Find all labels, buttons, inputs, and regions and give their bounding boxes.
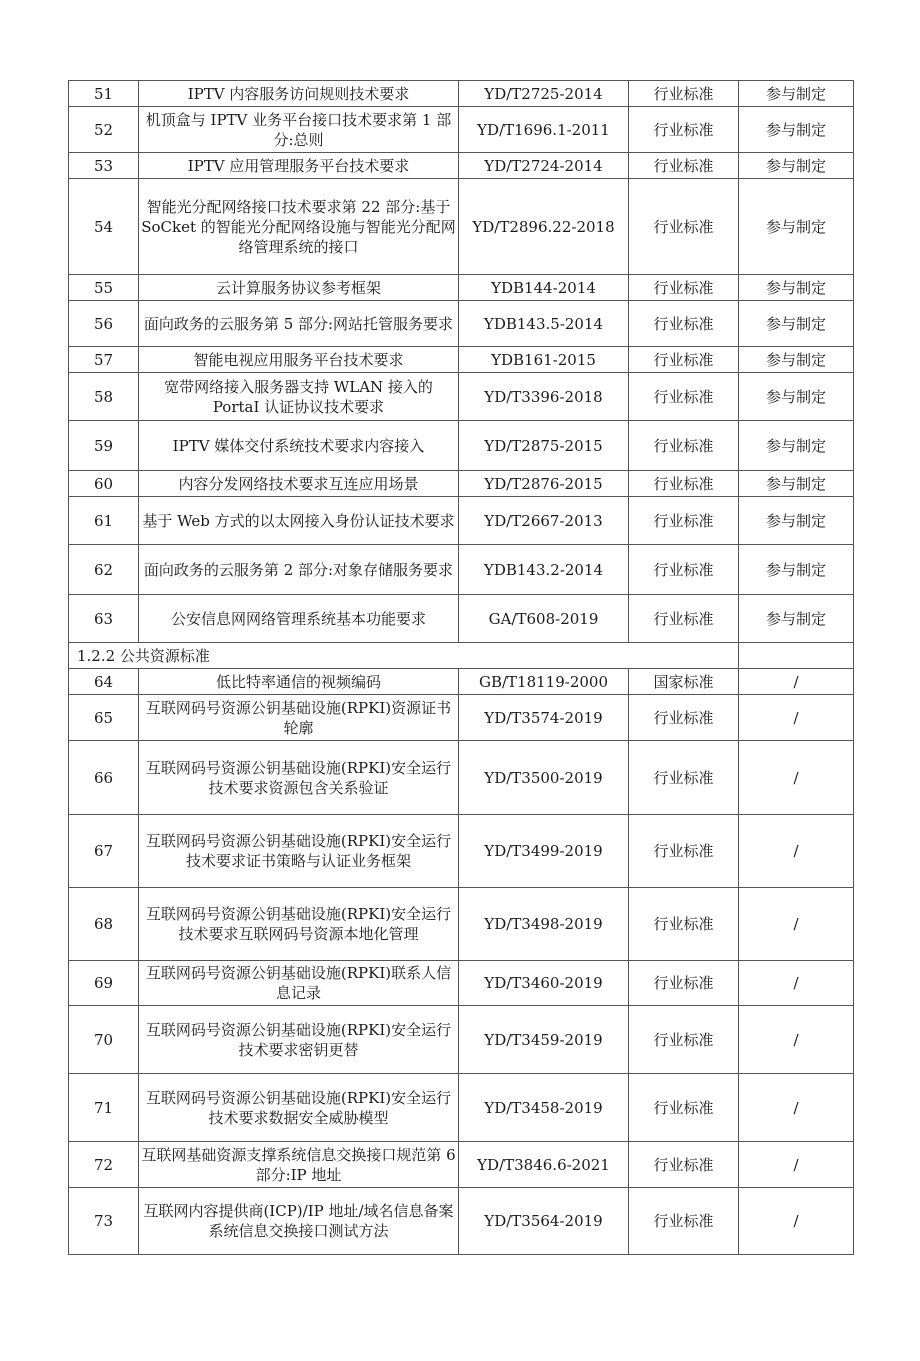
cell-code: GB/T18119-2000 bbox=[459, 669, 629, 695]
cell-code: YD/T3498-2019 bbox=[459, 888, 629, 961]
cell-role: 参与制定 bbox=[739, 107, 854, 153]
cell-role: / bbox=[739, 815, 854, 888]
cell-code: YD/T2667-2013 bbox=[459, 497, 629, 545]
cell-number: 51 bbox=[69, 81, 139, 107]
cell-category: 行业标准 bbox=[629, 741, 739, 815]
section-header-row bbox=[69, 643, 854, 669]
cell-role: 参与制定 bbox=[739, 179, 854, 275]
cell-number: 64 bbox=[69, 669, 139, 695]
cell-code: YD/T3574-2019 bbox=[459, 695, 629, 741]
cell-code: YD/T3500-2019 bbox=[459, 741, 629, 815]
cell-title: 互联网基础资源支撑系统信息交换接口规范第 6 部分:IP 地址 bbox=[139, 1142, 459, 1188]
cell-role: 参与制定 bbox=[739, 373, 854, 421]
cell-category: 行业标准 bbox=[629, 347, 739, 373]
cell-category: 行业标准 bbox=[629, 695, 739, 741]
cell-role: / bbox=[739, 1074, 854, 1142]
cell-category: 行业标准 bbox=[629, 373, 739, 421]
table-row bbox=[69, 179, 854, 275]
cell-category: 行业标准 bbox=[629, 1006, 739, 1074]
cell-title: 互联网码号资源公钥基础设施(RPKI)安全运行技术要求互联网码号资源本地化管理 bbox=[139, 888, 459, 961]
cell-category: 行业标准 bbox=[629, 595, 739, 643]
cell-number: 63 bbox=[69, 595, 139, 643]
cell-role: 参与制定 bbox=[739, 421, 854, 471]
cell-code: YD/T3458-2019 bbox=[459, 1074, 629, 1142]
cell-code: YD/T2725-2014 bbox=[459, 81, 629, 107]
cell-title: 互联网码号资源公钥基础设施(RPKI)安全运行技术要求数据安全威胁模型 bbox=[139, 1074, 459, 1142]
cell-title: IPTV 内容服务访问规则技术要求 bbox=[139, 81, 459, 107]
cell-number: 61 bbox=[69, 497, 139, 545]
table-row bbox=[69, 497, 854, 545]
cell-role: 参与制定 bbox=[739, 347, 854, 373]
cell-number: 65 bbox=[69, 695, 139, 741]
cell-number: 56 bbox=[69, 301, 139, 347]
cell-title: 互联网内容提供商(ICP)/IP 地址/域名信息备案系统信息交换接口测试方法 bbox=[139, 1188, 459, 1255]
cell-number: 59 bbox=[69, 421, 139, 471]
cell-code: YDB143.2-2014 bbox=[459, 545, 629, 595]
cell-number: 62 bbox=[69, 545, 139, 595]
cell-number: 60 bbox=[69, 471, 139, 497]
cell-role: / bbox=[739, 741, 854, 815]
cell-title: 智能光分配网络接口技术要求第 22 部分:基于 SoCket 的智能光分配网络设施与智能光分配网络管理系统的接口 bbox=[139, 179, 459, 275]
cell-code: YDB144-2014 bbox=[459, 275, 629, 301]
cell-role: / bbox=[739, 1142, 854, 1188]
standards-table bbox=[68, 80, 854, 1255]
cell-category: 行业标准 bbox=[629, 153, 739, 179]
table-row bbox=[69, 1188, 854, 1255]
cell-number: 71 bbox=[69, 1074, 139, 1142]
cell-category: 行业标准 bbox=[629, 179, 739, 275]
cell-number: 66 bbox=[69, 741, 139, 815]
cell-role: 参与制定 bbox=[739, 545, 854, 595]
cell-title: 互联网码号资源公钥基础设施(RPKI)联系人信息记录 bbox=[139, 961, 459, 1006]
cell-role: / bbox=[739, 888, 854, 961]
table-row bbox=[69, 669, 854, 695]
cell-title: 宽带网络接入服务器支持 WLAN 接入的 PortaI 认证协议技术要求 bbox=[139, 373, 459, 421]
cell-category: 行业标准 bbox=[629, 1142, 739, 1188]
cell-number: 58 bbox=[69, 373, 139, 421]
cell-code: YD/T3846.6-2021 bbox=[459, 1142, 629, 1188]
cell-role: 参与制定 bbox=[739, 275, 854, 301]
cell-title: 互联网码号资源公钥基础设施(RPKI)资源证书轮廓 bbox=[139, 695, 459, 741]
cell-category: 行业标准 bbox=[629, 1074, 739, 1142]
table-row bbox=[69, 107, 854, 153]
cell-number: 70 bbox=[69, 1006, 139, 1074]
cell-number: 72 bbox=[69, 1142, 139, 1188]
cell-role: 参与制定 bbox=[739, 497, 854, 545]
cell-role: / bbox=[739, 1006, 854, 1074]
section-label: 1.2.2 公共资源标准 bbox=[69, 643, 739, 669]
cell-title: 云计算服务协议参考框架 bbox=[139, 275, 459, 301]
cell-category: 行业标准 bbox=[629, 1188, 739, 1255]
cell-category: 行业标准 bbox=[629, 107, 739, 153]
cell-number: 69 bbox=[69, 961, 139, 1006]
cell-code: YD/T3499-2019 bbox=[459, 815, 629, 888]
cell-category: 行业标准 bbox=[629, 815, 739, 888]
cell-title: 面向政务的云服务第 5 部分:网站托管服务要求 bbox=[139, 301, 459, 347]
cell-category: 行业标准 bbox=[629, 81, 739, 107]
cell-title: 面向政务的云服务第 2 部分:对象存储服务要求 bbox=[139, 545, 459, 595]
cell-number: 67 bbox=[69, 815, 139, 888]
table-row bbox=[69, 1142, 854, 1188]
cell-title: IPTV 媒体交付系统技术要求内容接入 bbox=[139, 421, 459, 471]
table-row bbox=[69, 81, 854, 107]
cell-category: 行业标准 bbox=[629, 545, 739, 595]
cell-number: 68 bbox=[69, 888, 139, 961]
table-row bbox=[69, 741, 854, 815]
cell-role: 参与制定 bbox=[739, 471, 854, 497]
cell-role: / bbox=[739, 669, 854, 695]
cell-category: 行业标准 bbox=[629, 421, 739, 471]
cell-number: 57 bbox=[69, 347, 139, 373]
cell-code: YDB143.5-2014 bbox=[459, 301, 629, 347]
cell-code: YD/T3460-2019 bbox=[459, 961, 629, 1006]
cell-code: YD/T2896.22-2018 bbox=[459, 179, 629, 275]
cell-category: 行业标准 bbox=[629, 497, 739, 545]
table-row bbox=[69, 1006, 854, 1074]
cell-number: 54 bbox=[69, 179, 139, 275]
cell-category: 国家标准 bbox=[629, 669, 739, 695]
cell-title: IPTV 应用管理服务平台技术要求 bbox=[139, 153, 459, 179]
standards-table-body bbox=[69, 81, 854, 1255]
cell-role: 参与制定 bbox=[739, 153, 854, 179]
table-row bbox=[69, 275, 854, 301]
cell-role: / bbox=[739, 695, 854, 741]
cell-category: 行业标准 bbox=[629, 888, 739, 961]
cell-title: 低比特率通信的视频编码 bbox=[139, 669, 459, 695]
table-row bbox=[69, 347, 854, 373]
cell-role: / bbox=[739, 961, 854, 1006]
cell-code: YD/T2876-2015 bbox=[459, 471, 629, 497]
cell-code: YDB161-2015 bbox=[459, 347, 629, 373]
section-empty-cell bbox=[739, 643, 854, 669]
cell-title: 内容分发网络技术要求互连应用场景 bbox=[139, 471, 459, 497]
cell-category: 行业标准 bbox=[629, 301, 739, 347]
cell-code: YD/T3564-2019 bbox=[459, 1188, 629, 1255]
cell-code: YD/T2875-2015 bbox=[459, 421, 629, 471]
table-row bbox=[69, 153, 854, 179]
cell-title: 互联网码号资源公钥基础设施(RPKI)安全运行技术要求密钥更替 bbox=[139, 1006, 459, 1074]
table-row bbox=[69, 421, 854, 471]
cell-title: 智能电视应用服务平台技术要求 bbox=[139, 347, 459, 373]
cell-role: 参与制定 bbox=[739, 81, 854, 107]
cell-number: 55 bbox=[69, 275, 139, 301]
cell-number: 52 bbox=[69, 107, 139, 153]
table-row bbox=[69, 695, 854, 741]
cell-category: 行业标准 bbox=[629, 275, 739, 301]
table-row bbox=[69, 1074, 854, 1142]
cell-title: 基于 Web 方式的以太网接入身份认证技术要求 bbox=[139, 497, 459, 545]
cell-title: 互联网码号资源公钥基础设施(RPKI)安全运行技术要求资源包含关系验证 bbox=[139, 741, 459, 815]
cell-code: YD/T1696.1-2011 bbox=[459, 107, 629, 153]
cell-code: YD/T3396-2018 bbox=[459, 373, 629, 421]
table-row bbox=[69, 595, 854, 643]
table-row bbox=[69, 373, 854, 421]
cell-role: 参与制定 bbox=[739, 301, 854, 347]
cell-title: 互联网码号资源公钥基础设施(RPKI)安全运行技术要求证书策略与认证业务框架 bbox=[139, 815, 459, 888]
table-row bbox=[69, 301, 854, 347]
cell-title: 机顶盒与 IPTV 业务平台接口技术要求第 1 部分:总则 bbox=[139, 107, 459, 153]
cell-role: / bbox=[739, 1188, 854, 1255]
cell-role: 参与制定 bbox=[739, 595, 854, 643]
table-row bbox=[69, 961, 854, 1006]
cell-title: 公安信息网网络管理系统基本功能要求 bbox=[139, 595, 459, 643]
table-row bbox=[69, 471, 854, 497]
cell-number: 73 bbox=[69, 1188, 139, 1255]
table-row bbox=[69, 545, 854, 595]
cell-category: 行业标准 bbox=[629, 471, 739, 497]
table-row bbox=[69, 815, 854, 888]
cell-code: YD/T2724-2014 bbox=[459, 153, 629, 179]
cell-code: GA/T608-2019 bbox=[459, 595, 629, 643]
cell-number: 53 bbox=[69, 153, 139, 179]
cell-code: YD/T3459-2019 bbox=[459, 1006, 629, 1074]
cell-category: 行业标准 bbox=[629, 961, 739, 1006]
table-row bbox=[69, 888, 854, 961]
